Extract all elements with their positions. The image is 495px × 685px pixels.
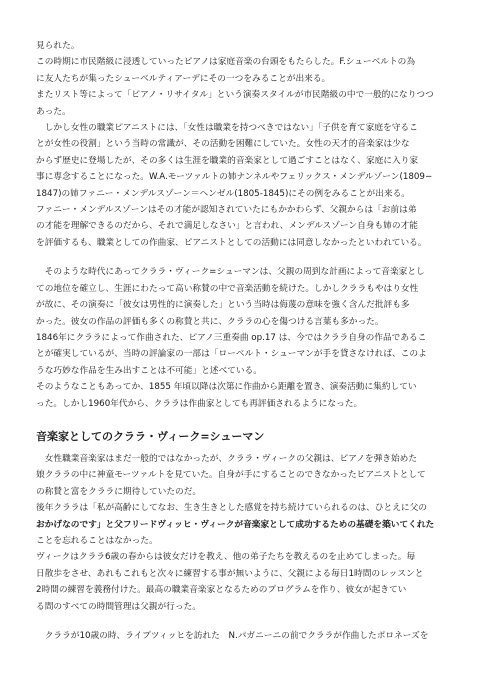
text-line: そのようなこともあってか、1855 年頃以降は次第に作曲から距離を置き、演奏活動に集約してい <box>36 382 417 393</box>
text-line: そのような時代にあってクララ・ヴィーク=シューマンは、父親の周到な計画によって音楽家とし <box>36 267 425 278</box>
text-line: を評価するも、職業としての作曲家、ピアニストとしての活動には同意しなかったといわれている。 <box>36 237 427 248</box>
text-line: る間のすべての時間管理は父親が行った。 <box>36 601 201 612</box>
text-line: とが女性の役割」という当時の常識が、その活動を困難にしていた。女性の天才的音楽家は少な <box>36 139 410 150</box>
text-line: 1846年にクララによって作曲された、ピアノ三重奏曲 op.17 は、今ではクララ自身の作品であるこ <box>36 332 427 343</box>
text-line: 娘クララの中に神童モーツァルトを見ていた。自身が手にすることのできなかったピアニストとして <box>36 470 426 481</box>
text-line: あった。 <box>36 106 71 117</box>
text-line: からず歴史に登場したが、その多くは生涯を職業的音楽家として過ごすことはなく、家庭に入り家 <box>36 155 419 166</box>
section-heading: 音楽家としてのクララ・ヴィーク=シューマン <box>36 429 265 443</box>
text-line: ファニー・メンデルスゾーンはその才能が認知されていたにもかかわらず、父親からは「お前は弟 <box>36 205 417 216</box>
text-line: 見られた。 <box>36 41 80 51</box>
paragraph-women-pianists <box>36 120 466 251</box>
paragraph-gap <box>36 615 466 628</box>
paragraph-clara-quote <box>36 500 466 549</box>
paragraph-public-piano <box>36 38 466 120</box>
text-line: 事に専念することになった。W.A.モーツァルトの姉ナンネルやフェリックス・メンデルゾーン(1809− <box>36 172 433 183</box>
text-line: に友人たちが集ったシューベルティアーデにその一つをみることが出来る。 <box>36 73 331 84</box>
text-line: 1847)の姉ファニー・メンデルスゾーン＝ヘンゼル(1805-1845)にその例をみることが出来る。 <box>36 188 410 199</box>
text-line: った。しかし1960年代から、クララは作曲家としても再評価されるようになった。 <box>36 398 363 409</box>
text-line: 女性職業音楽家はまだ一般的ではなかったが、クララ・ヴィークの父親は、ピアノを弾き始めた <box>36 453 418 464</box>
text-line: とが確実しているが、当時の評論家の一部は「ローベルト・シューマンが手を貸さなければ、このよ <box>36 349 427 360</box>
text-line: クララが10歳の時、ライプツィッヒを訪れた N.パガニーニの前でクララが作曲したポロネーズを <box>36 631 429 641</box>
text-line: 後年クララは「私が高齢にしてなお、生き生きとした感覚を持ち続けていられるのは、ひとえに父の <box>36 503 427 514</box>
paragraph-father-hopes <box>36 451 466 500</box>
text-line: しかし女性の職業ピアニストには、「女性は職業を持つべきではない」「子供を育て家庭を守るこ <box>36 123 418 134</box>
paragraph-gap <box>36 412 466 425</box>
text-line: ことを忘れることはなかった。 <box>36 535 158 546</box>
text-line: 2時間の練習を義務付けた。最高の職業音楽家となるためのプログラムを作り、彼女が起きてい <box>36 585 407 596</box>
text-line: の才能を理解できるのだから、それで満足しなさい」と言われ、メンデルスゾーン自身も姉の才能 <box>36 221 418 232</box>
text-line: の称賛と富をクララに期待していたのだ。 <box>36 486 202 497</box>
paragraph-paganini <box>36 628 466 644</box>
document-page <box>36 38 466 644</box>
text-line: 日散歩をさせ、あれもこれもと次々に練習する事が無いように、父親による毎日1時間のレッスンと <box>36 568 424 579</box>
text-line: ヴィークはクララ6歳の春からは彼女だけを教え、他の弟子たちを教えるのを止めてしまった。毎 <box>36 552 416 563</box>
paragraph-gap <box>36 251 466 264</box>
text-line: が故に、その演奏に「彼女は男性的に演奏した」という当時は侮蔑の意味を強く含んだ批評も多 <box>36 300 410 311</box>
text-line: またリスト等によって「ピアノ・リサイタル」という演奏スタイルが市民階級の中で一般的になりつつ <box>36 90 434 101</box>
paragraph-training <box>36 549 466 615</box>
paragraph-clara-era <box>36 264 466 412</box>
text-line: うな巧妙な作品を生み出すことは不可能」と述べている。 <box>36 365 262 376</box>
text-line: この時期に市民階級に浸透していったピアノは家庭音楽の台頭をもたらした。F.シューベルトの為 <box>36 57 416 68</box>
text-line: ての地位を確立し、生涯にわたって高い称賛の中で音楽活動を続けた。しかしクララもやはり女性 <box>36 283 419 294</box>
text-line: かった。彼女の作品の評価も多くの称賛と共に、クララの心を傷つける言葉も多かった。 <box>36 316 384 327</box>
emphasized-text-line: おかげなのです」と父フリードヴィッヒ・ヴィークが音楽家として成功するための基礎を築いてくれた <box>36 519 435 530</box>
